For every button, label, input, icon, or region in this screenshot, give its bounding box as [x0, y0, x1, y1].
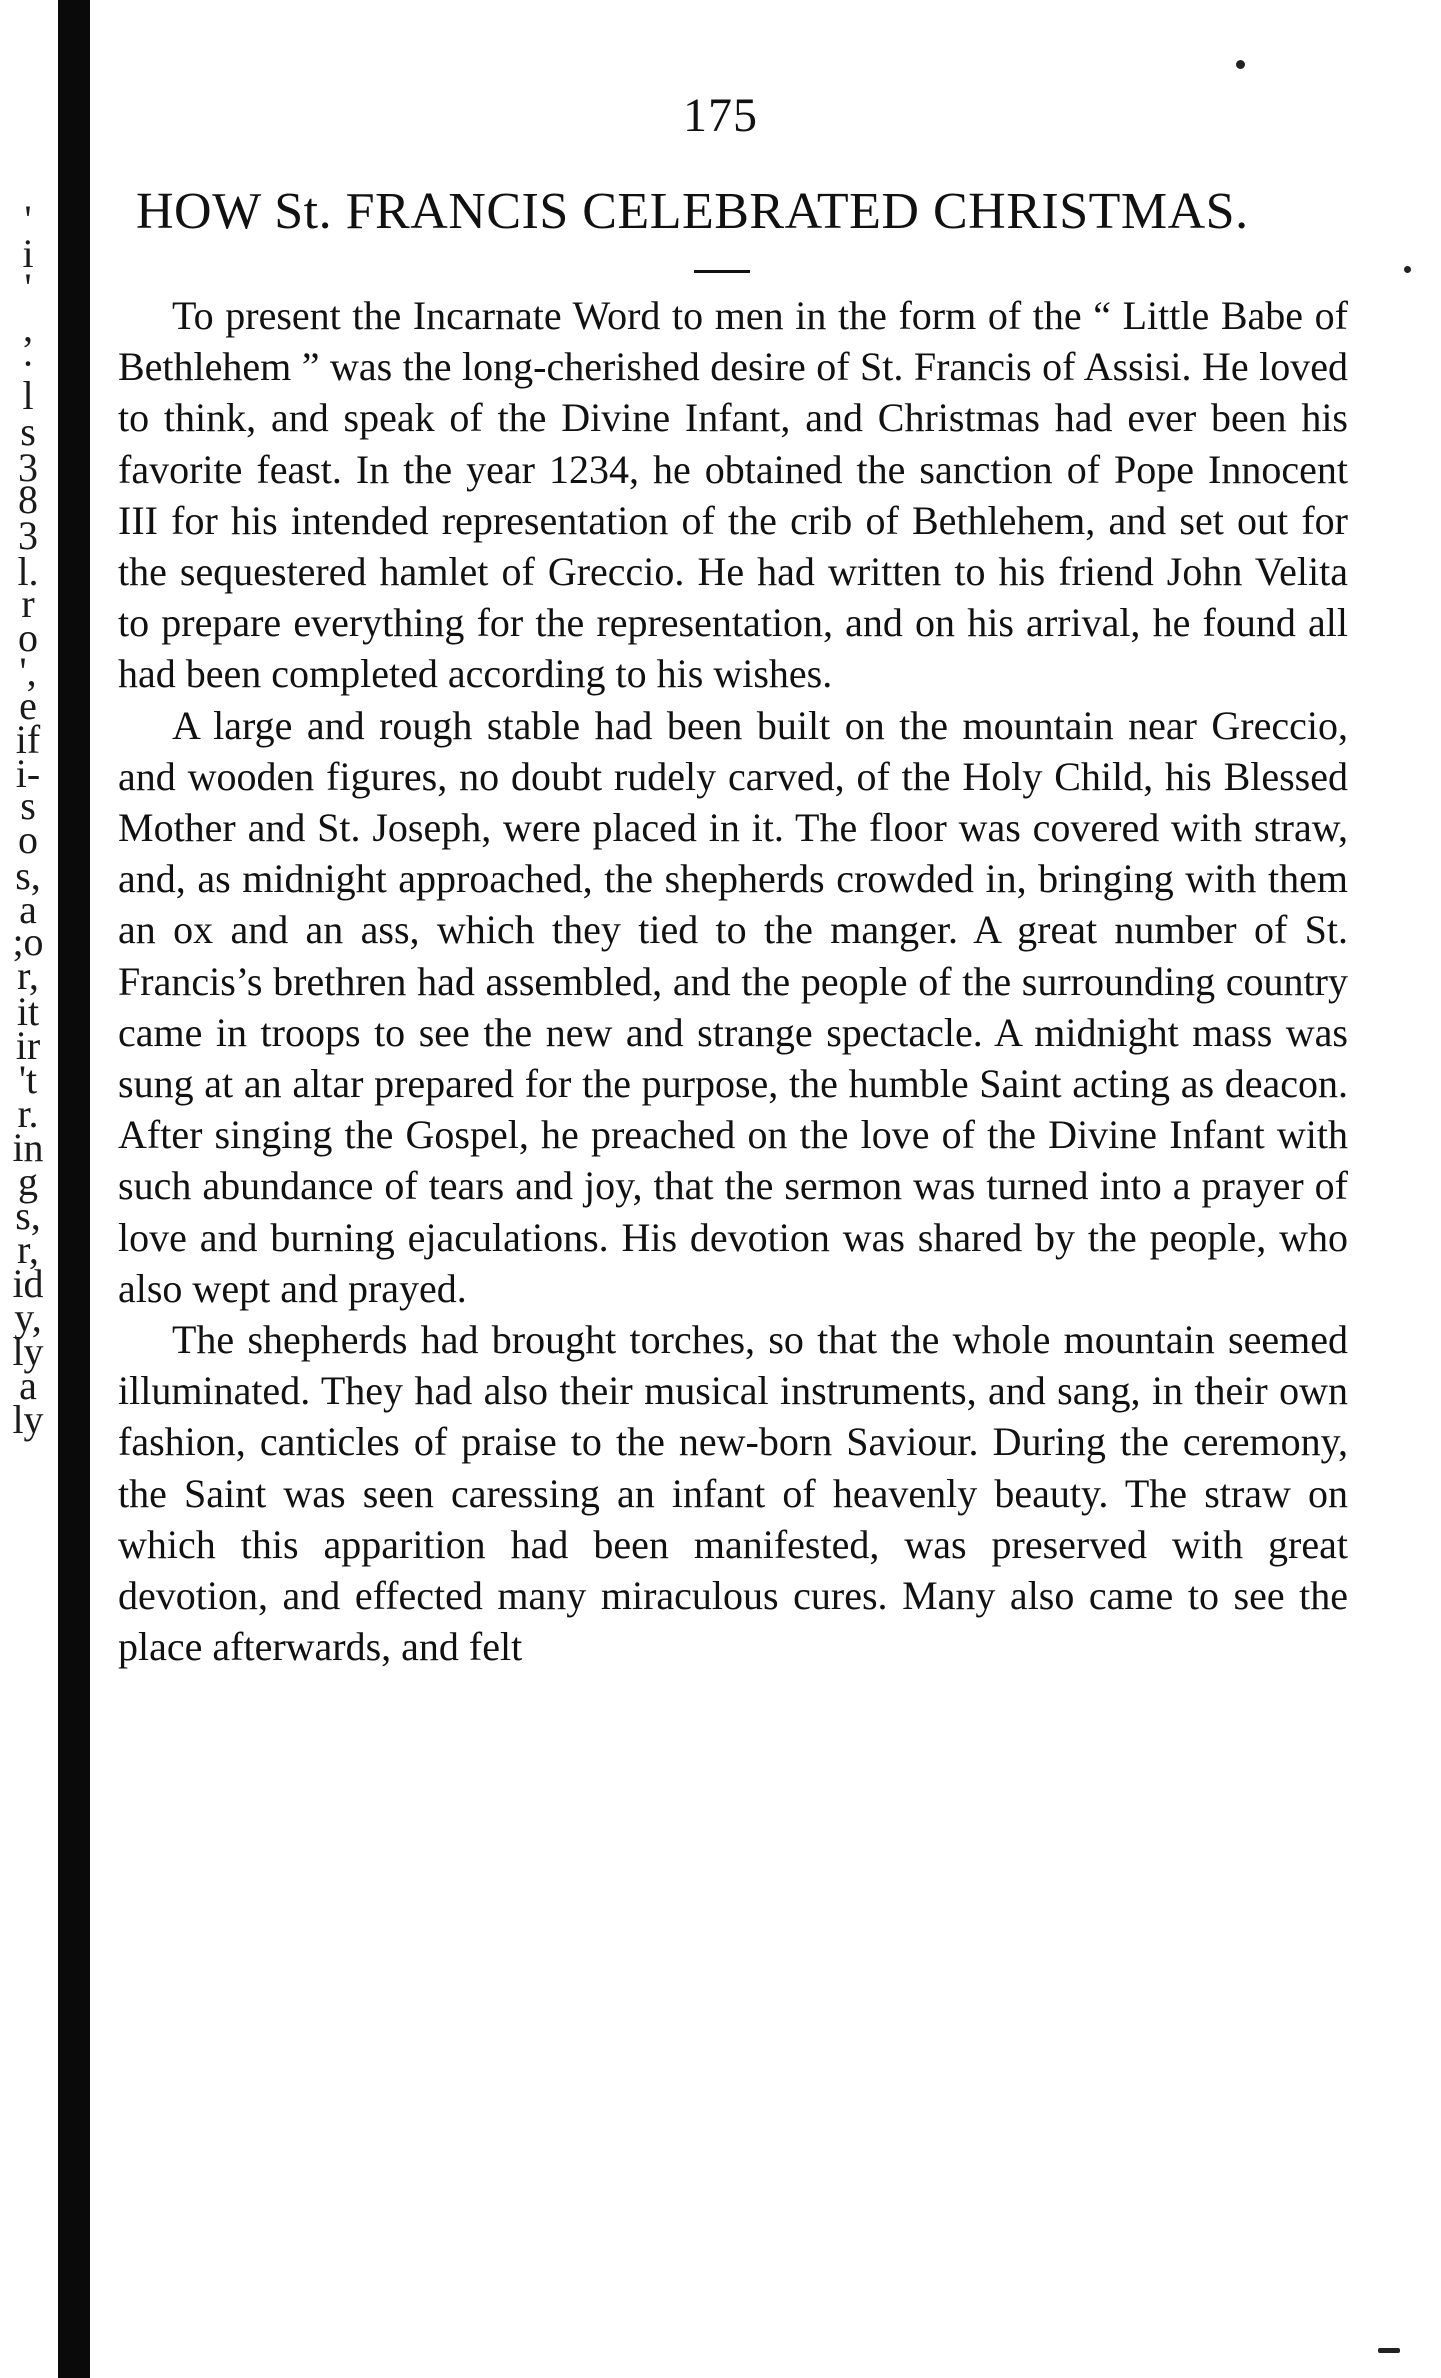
margin-fragment: r,	[17, 953, 39, 998]
paragraph: To present the Incarnate Word to men in the form of the “ Little Babe of Bethlehem ” was the long-cherished desire of St. Francis of Assisi. He loved to think, and speak of the Divine Infant, and Christmas had ever been his favorite feast. In the year 1234, he obtained the sanction of Pope Innocent III for his intended representation of the crib of Bethlehem, and set out for the sequestered hamlet of Greccio. He had written to his friend John Velita to prepare everything for the representation, and on his arrival, he found all had been completed according to his wishes.	[118, 293, 1348, 697]
margin-fragment: '	[24, 265, 32, 310]
margin-fragment: ·	[21, 341, 35, 386]
margin-fragment: 3	[18, 513, 38, 558]
margin-fragment: s,	[15, 853, 41, 898]
margin-fragment: o	[18, 615, 38, 660]
margin-fragment: ly	[12, 1397, 44, 1442]
margin-fragment: it	[16, 989, 40, 1034]
binding-shadow	[58, 0, 90, 2378]
paragraph: The shepherds had brought torches, so that the whole mountain seemed illuminated. They had also their musical instruments, and sang, in their own fashion, canticles of praise to the new-born Saviour. During the ceremony, the Saint was seen caressing an infant of heavenly beauty. The straw on which this apparition had been manifested, was preserved with great devotion, and effected many miraculous cures. Many also came to see the place afterwards, and felt	[118, 1317, 1348, 1670]
margin-fragment: r,	[17, 1227, 39, 1272]
margin-fragment: ly	[12, 1329, 44, 1374]
margin-fragment: ;o	[12, 919, 44, 964]
margin-fragment: ir	[15, 1023, 41, 1068]
margin-fragment: s	[20, 409, 36, 454]
ink-speck	[1378, 2348, 1400, 2353]
margin-fragment: a	[19, 887, 37, 932]
margin-fragment: s,	[15, 1193, 41, 1238]
margin-fragment: l.	[17, 549, 39, 594]
margin-fragment: l	[22, 373, 34, 418]
margin-fragment: y,	[14, 1295, 42, 1340]
margin-fragment: i-	[15, 751, 41, 796]
margin-fragment: g	[18, 1159, 38, 1204]
left-margin-fragments	[4, 0, 52, 2378]
body-text	[118, 290, 1348, 1672]
ink-speck	[1404, 266, 1411, 273]
margin-fragment: 't	[18, 1057, 38, 1102]
margin-fragment: ',	[19, 649, 37, 694]
ink-speck	[1236, 60, 1245, 69]
margin-fragment: a	[19, 1363, 37, 1408]
margin-fragment: in	[12, 1125, 44, 1170]
margin-fragment: ,	[23, 305, 33, 350]
margin-fragment: r.	[17, 1091, 39, 1136]
margin-fragment: r	[21, 581, 35, 626]
margin-fragment: s	[20, 783, 36, 828]
margin-fragment: '	[24, 197, 32, 242]
title-divider	[694, 270, 750, 273]
margin-fragment: id	[12, 1261, 44, 1306]
paragraph: A large and rough stable had been built on the mountain near Greccio, and wooden figures, no doubt rudely carved, of the Holy Child, his Blessed Mother and St. Joseph, were placed in it. The floor was covered with straw, and, as midnight approached, the shepherds crowded in, bringing with them an ox and an ass, which they tied to the manger. A great number of St. Francis’s brethren had assembled, and the people of the surrounding country came in troops to see the new and strange spectacle. A midnight mass was sung at an altar prepared for the purpose, the humble Saint acting as deacon. After singing the Gospel, he preached on the love of the Divine Infant with such abundance of tears and joy, that the sermon was turned into a prayer of love and burning ejaculations. His devotion was shared by the people, who also wept and prayed.	[118, 702, 1348, 1311]
margin-fragment: if	[15, 717, 41, 762]
margin-fragment: i	[22, 231, 34, 276]
page-number: 175	[683, 89, 758, 142]
margin-fragment: e	[19, 683, 37, 728]
margin-fragment: o	[18, 817, 38, 862]
chapter-title: HOW St. FRANCIS CELEBRATED CHRISTMAS.	[136, 183, 1249, 240]
margin-fragment: 8	[18, 477, 38, 522]
margin-fragment: 3	[18, 445, 38, 490]
